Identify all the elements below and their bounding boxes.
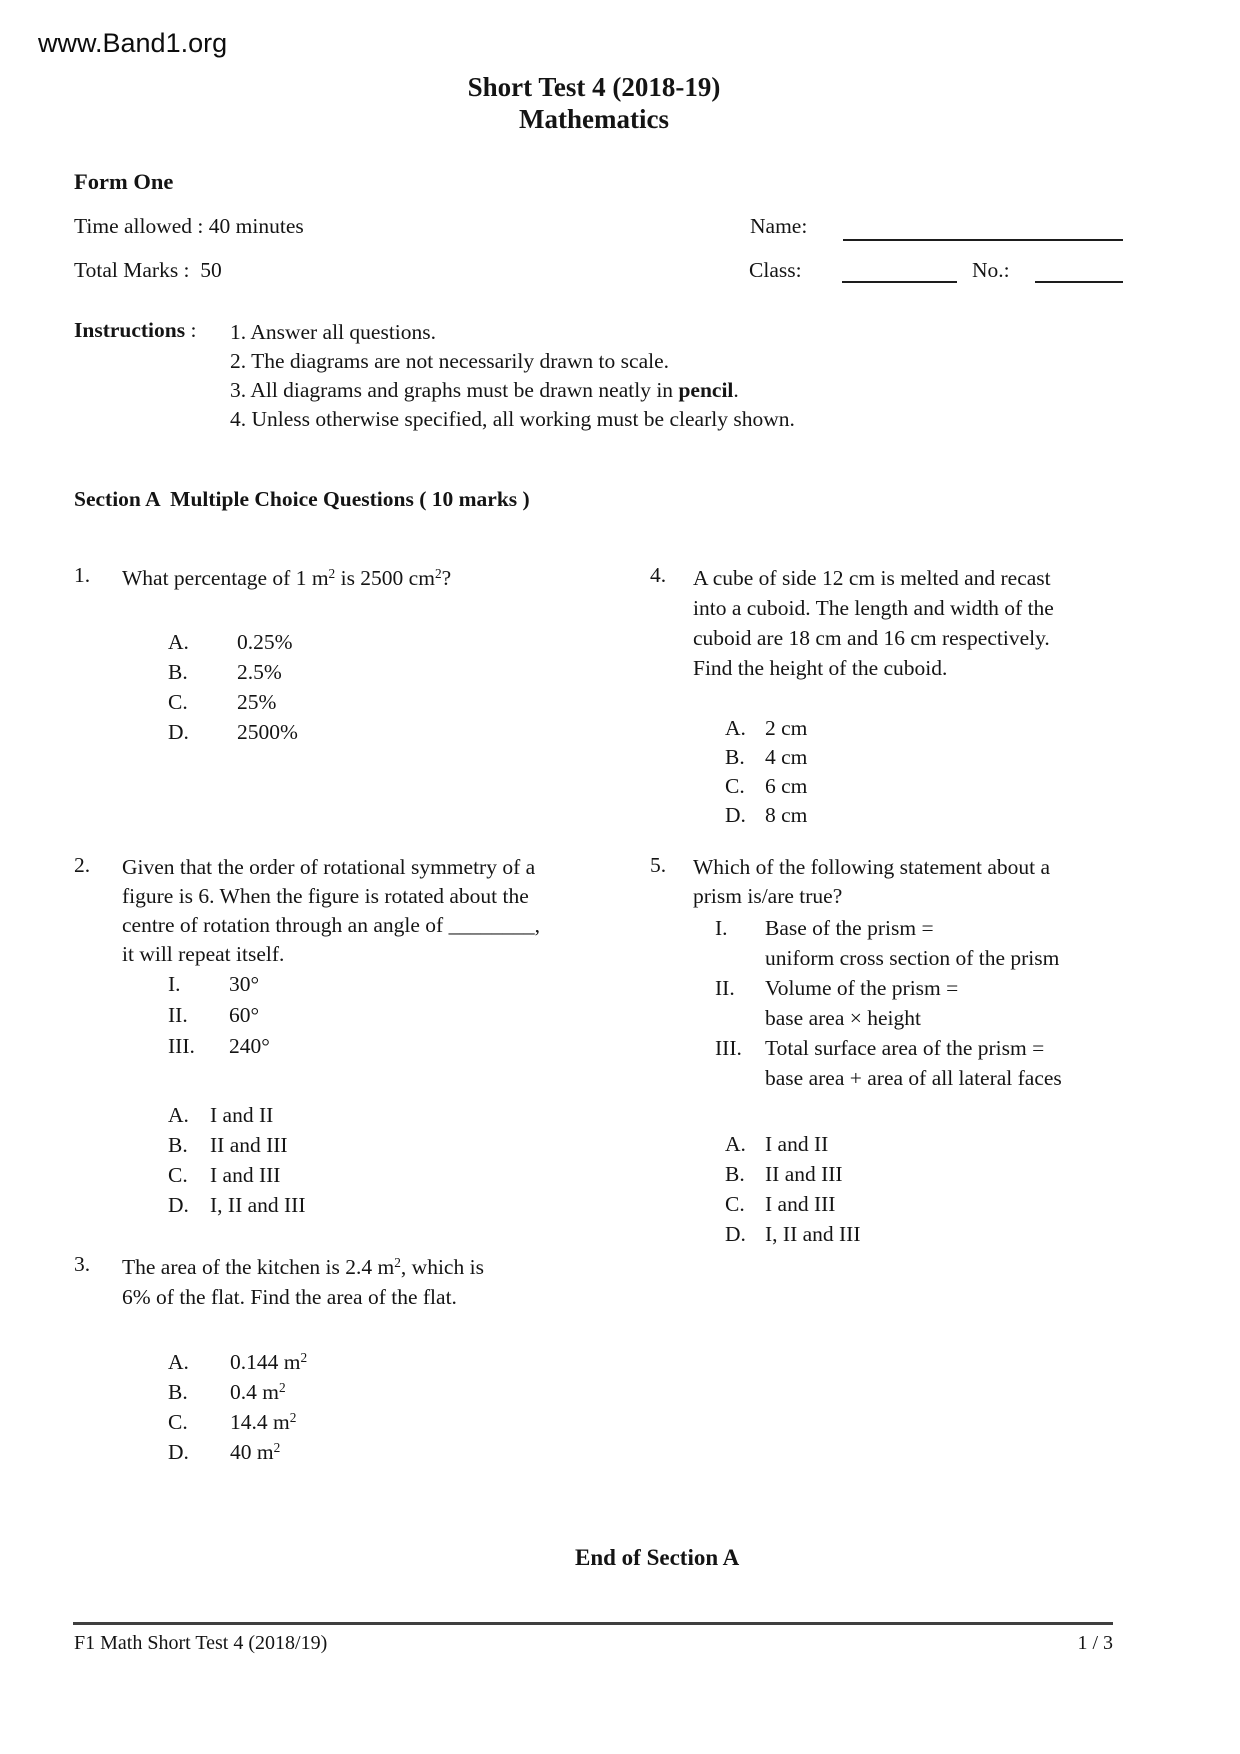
footer-doc-id: F1 Math Short Test 4 (2018/19)	[74, 1632, 328, 1654]
statement-row: II. Volume of the prism = base area × height	[715, 976, 959, 1030]
footer-divider	[73, 1622, 1113, 1625]
question-3: 3. The area of the kitchen is 2.4 $m^2$, which is 6% of the flat. Find the area of the flat. A. 0.144 $m^2$ B. 0.4 $m^2$ C. 14.4 $m^2$ D. 40 $m^2$	[74, 1252, 614, 1467]
superscript-2: 2	[300, 1350, 308, 1366]
question-4: 4. A cube of side 12 cm is melted and recast into a cuboid. The length and width of the cuboid are 18 cm and 16 cm respectively. Find the height of the cuboid. A. 2 cm B. 4 cm C. 6 cm D. 8 cm	[650, 563, 1120, 830]
option-row: B. 0.4 $m^2$	[168, 1380, 286, 1404]
question-4-options	[725, 714, 1120, 830]
question-2: 2. Given that the order of rotational symmetry of a figure is 6. When the figure is rotated about the centre of rotation through an angle of ________, it will repeat itself. I. 30° II. 60° III. 240° A. I and II B. II and III C. I and III D. I, II and III	[74, 853, 614, 1220]
statement-row: III. 240°	[168, 1034, 270, 1058]
superscript-2: 2	[278, 1380, 286, 1396]
question-5-number: 5.	[650, 853, 667, 877]
option-row: A. I and II	[725, 1132, 829, 1156]
option-row: D. I, II and III	[168, 1193, 306, 1217]
statement-row: II. 60°	[168, 1003, 260, 1027]
option-row: B. II and III	[725, 1162, 843, 1186]
instruction-item-4: 4. Unless otherwise specified, all working must be clearly shown.	[230, 407, 795, 431]
question-5-text: Which of the following statement about a	[693, 855, 1051, 879]
option-row: A. 2 cm	[725, 716, 808, 740]
option-row: B. II and III	[168, 1133, 288, 1157]
instructions-label-text: Instructions	[74, 318, 186, 342]
instruction-item-3: 3. All diagrams and graphs must be drawn neatly in pencil.	[230, 378, 739, 402]
superscript-2: 2	[289, 1410, 297, 1426]
doc-subtitle: Mathematics	[519, 104, 669, 134]
question-2-number: 2.	[74, 853, 91, 877]
option-row: B. 2.5%	[168, 660, 282, 684]
section-a-heading: Section A Multiple Choice Questions ( 10 marks )	[74, 487, 530, 511]
instructions-list	[230, 318, 795, 434]
option-row: D. I, II and III	[725, 1222, 861, 1246]
question-1-text: What percentage of 1 $m^2$ is 2500 $cm^2$?	[122, 566, 452, 590]
option-row: D. 40 $m^2$	[168, 1440, 281, 1464]
instructions-colon: :	[185, 318, 197, 342]
superscript-2: 2	[394, 1255, 401, 1271]
form-label: Form One	[74, 169, 174, 194]
instructions-label	[74, 318, 196, 343]
question-1-options	[168, 627, 614, 747]
watermark-url: www.Band1.org	[38, 28, 228, 58]
question-2-statements	[168, 969, 614, 1062]
option-row: C. I and III	[168, 1163, 281, 1187]
instruction-item-2: 2. The diagrams are not necessarily drawn to scale.	[230, 349, 669, 373]
student-no-label: No.:	[972, 258, 1010, 282]
option-row: D. 2500%	[168, 720, 298, 744]
time-allowed-label: Time allowed : 40 minutes	[74, 214, 304, 238]
option-row: A. I and II	[168, 1103, 274, 1127]
question-1-number: 1.	[74, 563, 91, 587]
class-blank-line	[842, 281, 957, 283]
question-3-number: 3.	[74, 1252, 91, 1276]
name-blank-line	[843, 239, 1123, 241]
statement-row: I. 30°	[168, 972, 260, 996]
question-3-text: The area of the kitchen is 2.4 $m^2$, which is	[122, 1255, 484, 1279]
option-row: C. I and III	[725, 1192, 836, 1216]
footer	[74, 1632, 1113, 1655]
question-4-text: A cube of side 12 cm is melted and recast	[693, 566, 1051, 590]
option-row: D. 8 cm	[725, 803, 808, 827]
superscript-2: 2	[434, 566, 442, 582]
option-row: C. 6 cm	[725, 774, 808, 798]
question-3-options	[168, 1347, 614, 1467]
question-4-number: 4.	[650, 563, 667, 587]
question-5: 5. Which of the following statement about a prism is/are true? I. Base of the prism = uniform cross section of the prism II. Volume of the prism = base area × height III. Total surface area of the prism = base area + area of all lateral faces A. I and II B. II and III C. I and III D. I, II and III	[650, 853, 1130, 1249]
statement-row: I. Base of the prism = uniform cross section of the prism	[715, 916, 1060, 970]
name-label: Name:	[750, 214, 808, 238]
class-label: Class:	[749, 258, 802, 282]
question-1	[74, 563, 614, 747]
option-row: C. 25%	[168, 690, 277, 714]
option-row: C. 14.4 $m^2$	[168, 1410, 297, 1434]
question-5-statements	[715, 913, 1130, 1093]
instruction-item-1: 1. Answer all questions.	[230, 320, 437, 344]
option-row: A. 0.144 $m^2$	[168, 1350, 308, 1374]
option-row: A. 0.25%	[168, 630, 293, 654]
footer-page-number: 1 / 3	[1077, 1632, 1113, 1654]
pencil-bold-word: pencil	[678, 378, 734, 402]
question-2-options	[168, 1100, 614, 1220]
end-of-section-label: End of Section A	[575, 1545, 740, 1570]
doc-title: Short Test 4 (2018-19)	[467, 72, 721, 102]
statement-row: III. Total surface area of the prism = base area + area of all lateral faces	[715, 1036, 1062, 1090]
superscript-2: 2	[328, 566, 336, 582]
total-marks-label: Total Marks : 50	[74, 258, 222, 282]
no-blank-line	[1035, 281, 1123, 283]
question-5-options	[725, 1129, 1130, 1249]
option-row: B. 4 cm	[725, 745, 808, 769]
superscript-2: 2	[273, 1440, 281, 1456]
question-2-text: Given that the order of rotational symmetry of a	[122, 855, 536, 879]
